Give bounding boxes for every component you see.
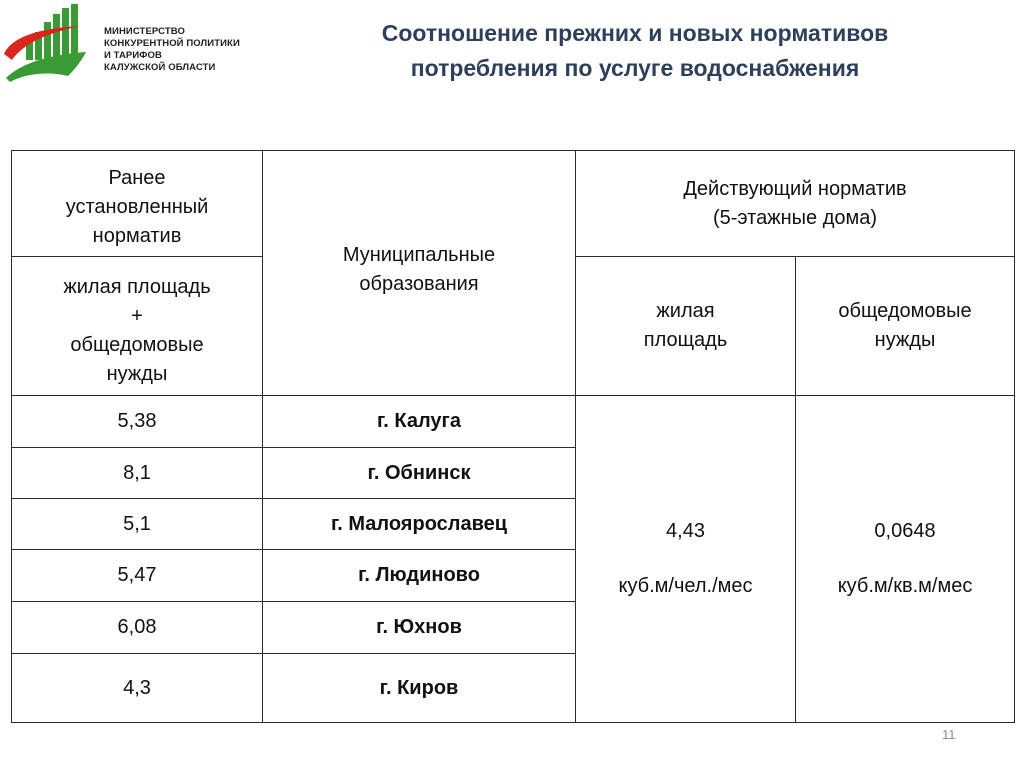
slide-title (290, 16, 980, 86)
previous-norm-value: 8,1 (12, 448, 263, 499)
header-text: + (131, 305, 143, 327)
header-text: Ранее (108, 167, 166, 189)
header-living-area (576, 257, 796, 396)
header-common-needs (796, 257, 1015, 396)
header-text: установленный (65, 196, 209, 218)
header-text: Действующий норматив (683, 177, 907, 200)
previous-norm-value: 4,3 (12, 654, 263, 723)
ministry-name (104, 26, 240, 74)
table-row (12, 396, 1015, 448)
header-text: общедомовые (70, 334, 204, 356)
living-area-value: 4,43 (666, 520, 705, 542)
previous-norm-value: 5,1 (12, 499, 263, 550)
common-needs-value: 0,0648 (874, 520, 936, 542)
previous-norm-value: 5,47 (12, 550, 263, 602)
header-text: жилая (656, 300, 715, 322)
header-text: нужды (874, 329, 936, 351)
page-number: 11 (942, 727, 956, 742)
header-text: жилая площадь (63, 276, 211, 298)
header-current-norm (576, 151, 1015, 257)
municipality-name: г. Малоярославец (263, 499, 576, 550)
living-area-unit: куб.м/чел./мес (618, 575, 753, 597)
ministry-emblem-icon (2, 2, 102, 88)
common-needs-unit: куб.м/кв.м/мес (837, 575, 973, 597)
ministry-name-line: КАЛУЖСКОЙ ОБЛАСТИ (104, 62, 216, 73)
ministry-logo (0, 0, 260, 90)
municipality-name: г. Людиново (263, 550, 576, 602)
header-previous-norm (12, 151, 263, 257)
header-text: Муниципальные (342, 244, 496, 266)
municipality-name: г. Юхнов (263, 602, 576, 654)
municipality-name: г. Обнинск (263, 448, 576, 499)
previous-norm-value: 6,08 (12, 602, 263, 654)
header-text: образования (359, 273, 479, 295)
consumption-norms-table (11, 150, 1015, 723)
common-needs-norm (796, 396, 1015, 723)
living-area-norm (576, 396, 796, 723)
slide-title-line-1: Соотношение прежних и новых нормативов (381, 20, 889, 46)
header-text: (5-этажные дома) (712, 206, 878, 229)
header-text: норматив (92, 225, 182, 247)
header-municipalities (263, 151, 576, 396)
header-text: общедомовые (838, 300, 972, 322)
municipality-name: г. Калуга (263, 396, 576, 448)
header-text: нужды (106, 363, 168, 385)
municipality-name: г. Киров (263, 654, 576, 723)
ministry-name-line: И ТАРИФОВ (104, 50, 162, 61)
slide-title-line-2: потребления по услуге водоснабжения (410, 55, 860, 81)
header-previous-living-plus-common (12, 257, 263, 396)
ministry-name-line: МИНИСТЕРСТВО (104, 26, 185, 37)
header-text: площадь (643, 329, 728, 351)
previous-norm-value: 5,38 (12, 396, 263, 448)
ministry-name-line: КОНКУРЕНТНОЙ ПОЛИТИКИ (104, 38, 240, 49)
